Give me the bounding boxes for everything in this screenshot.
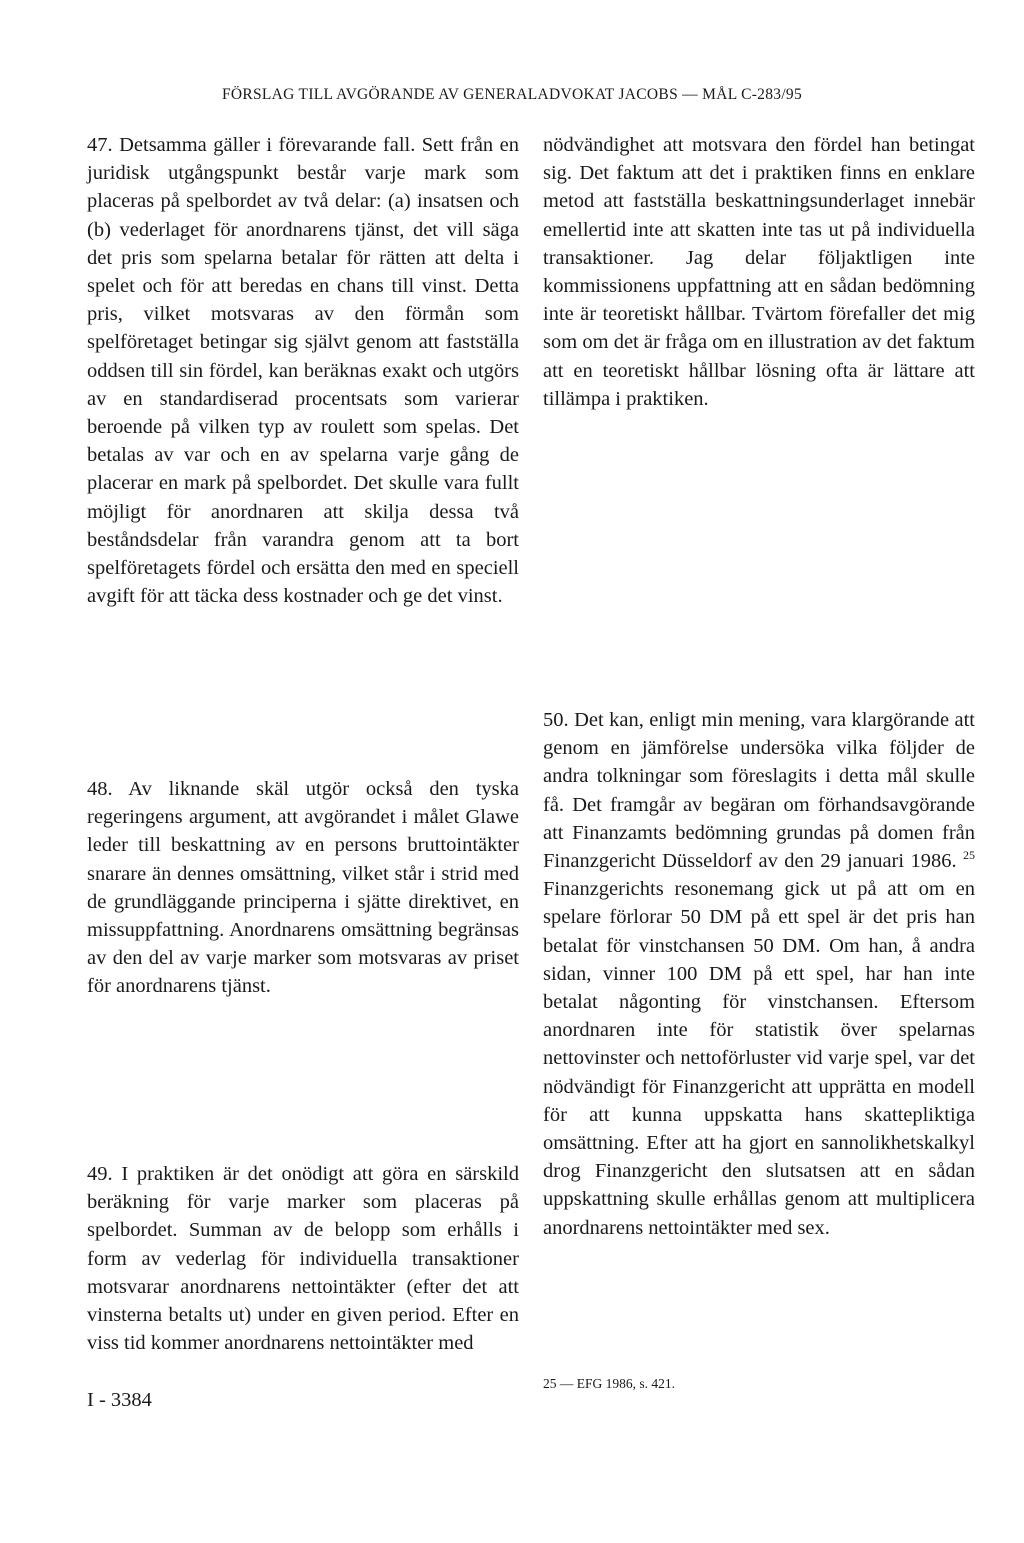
paragraph-50-part-1: 50. Det kan, enligt min mening, vara klargörande att genom en jämförelse undersöka vilka följder de andra tolkningar som föreslagits i detta mål skulle få. Det framgår av begäran om förhandsavgörande att Finanzamts bedömning grundas på domen från Finanzgericht Düsseldorf av den 29 januari 1986. (543, 709, 975, 873)
paragraph-48 (87, 775, 519, 1001)
page-number: I - 3384 (87, 1389, 152, 1411)
paragraph-49 (87, 1160, 519, 1357)
paragraph-50 (543, 706, 975, 1242)
footnote: 25 — EFG 1986, s. 421. (543, 1376, 676, 1391)
paragraph-47-text: 47. Detsamma gäller i förevarande fall. Sett från en juridisk utgångspunkt består varje mark som placeras på spelbordet av två delar: (a) insatsen och (b) vederlaget för anordnarens tjänst, det vill säga det pris som spelarna betalar för rätten att delta i spelet och för att beredas en chans till vinst. Detta pris, vilket motsvaras av den förmån som spelföretaget betingar sig självt genom att fastställa oddsen till sin fördel, kan beräknas exakt och utgörs av en standardiserad procentsats som varierar beroende på vilken typ av roulett som spelas. Det betalas av var och en av spelarna varje gång de placerar en mark på spelbordet. Det skulle vara fullt möjligt för anordnaren att skilja dessa två beståndsdelar från varandra genom att ta bort spelföretagets fördel och ersätta den med en speciell avgift för att täcka dess kostnader och ge det vinst. (87, 134, 519, 608)
paragraph-50-part-2: Finanzgerichts resonemang gick ut på att om en spelare förlorar 50 DM på ett spel är det pris han betalat för vinstchansen 50 DM. Om han, å andra sidan, vinner 100 DM på ett spel, har han inte betalat någonting för vinstchansen. Eftersom anordnaren inte för statistik över spelarnas nettovinster och nettoförluster vid varje spel, var det nödvändigt för Finanzgericht att upprätta en modell för att kunna uppskatta hans skattepliktiga omsättning. Efter att ha gjort en sannolikhetskalkyl drog Finanzgericht den slutsatsen att en sådan uppskattning skulle erhållas genom att multiplicera anordnarens nettointäkter med sex. (543, 878, 975, 1239)
paragraph-47 (87, 131, 519, 610)
paragraph-48-text: 48. Av liknande skäl utgör också den tyska regeringens argument, att avgörandet i målet Glawe leder till beskattning av en persons bruttointäkter snarare än dennes omsättning, vilket står i strid med de grundläggande principerna i sjätte direktivet, en missuppfattning. Anordnarens omsättning begränsas av den del av varje marker som motsvaras av priset för anordnarens tjänst. (87, 778, 519, 998)
paragraph-continuation (543, 131, 975, 413)
continuation-text: nödvändighet att motsvara den fördel han betingat sig. Det faktum att det i praktiken finns en enklare metod att fastställa beskattningsunderlaget innebär emellertid inte att skatten inte tas ut på individuella transaktioner. Jag delar följaktligen inte kommissionens uppfattning att en sådan bedömning inte är teoretiskt hållbar. Tvärtom förefaller det mig som om det är fråga om en illustration av det faktum att en teoretiskt hållbar lösning ofta är lättare att tillämpa i praktiken. (543, 134, 975, 410)
paragraph-49-text: 49. I praktiken är det onödigt att göra en särskild beräkning för varje marker som placeras på spelbordet. Summan av de belopp som erhålls i form av vederlag för individuella transaktioner motsvarar anordnarens nettointäkter (efter det att vinsterna betalts ut) under en given period. Efter en viss tid kommer anordnarens nettointäkter med (87, 1163, 519, 1355)
footnote-reference: 25 (963, 848, 975, 863)
paragraph-50-text (543, 706, 975, 1242)
running-header: FÖRSLAG TILL AVGÖRANDE AV GENERALADVOKAT JACOBS — MÅL C-283/95 (221, 86, 803, 103)
